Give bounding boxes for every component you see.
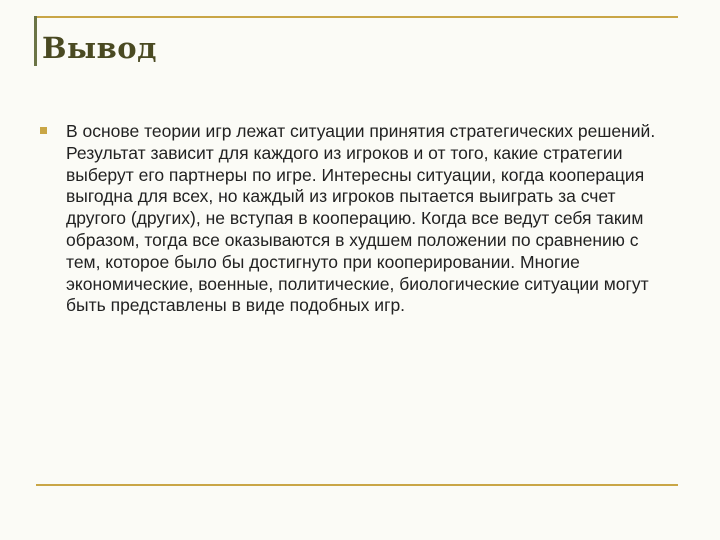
bottom-divider [36,484,678,486]
top-divider [36,16,678,18]
title-accent-bar [34,16,37,66]
bullet-square-icon [40,127,47,134]
bullet-text: В основе теории игр лежат ситуации принятия стратегических решений. Результат зависит для каждого из игроков и от того, какие стратегии выберут его партнеры по игре. Интересны ситуации, когда кооперация выгодна для всех, но каждый из игроков пытается выиграть за счет другого (других), не вступая в кооперацию. Когда все ведут себя таким образом, тогда все оказываются в худшем положении по сравнению с тем, которое было бы достигнуто при кооперировании. Многие экономические, военные, политические, биологические ситуации могут быть представлены в виде подобных игр. [66,121,656,316]
slide-title: Вывод [42,31,157,65]
